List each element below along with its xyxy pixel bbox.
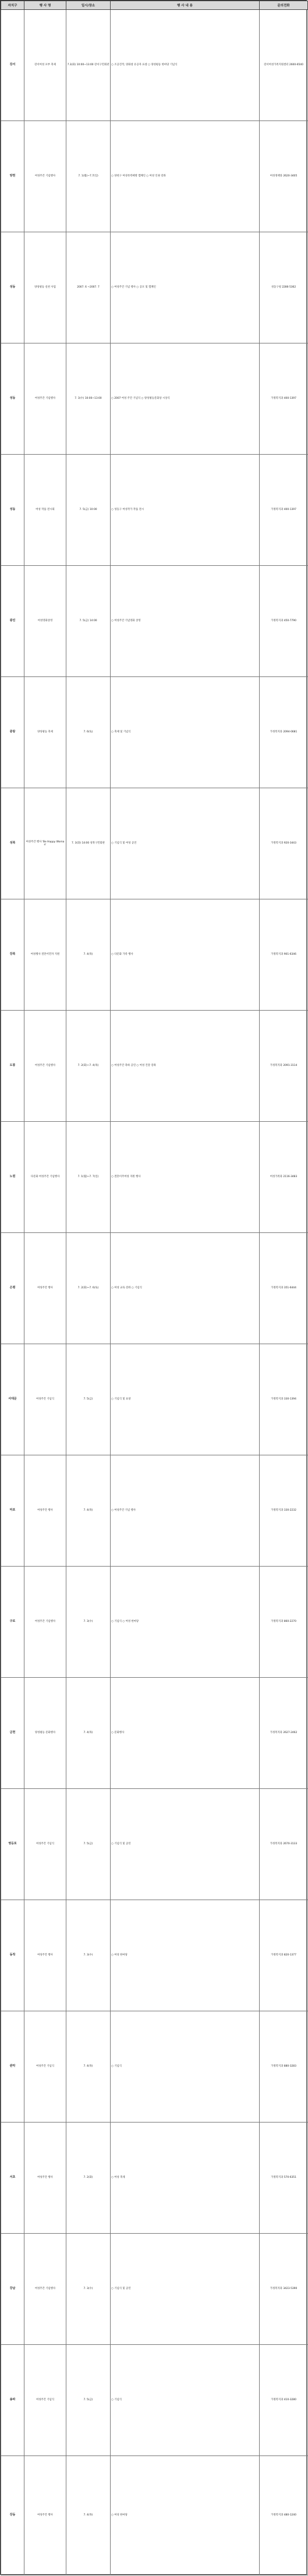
table-row	[1, 1678, 308, 1789]
contact-cell: 가정복지과 2091-3114	[260, 1011, 308, 1122]
contact-cell: 가정복지과 920-3443	[260, 788, 308, 899]
table-row	[1, 899, 308, 1011]
district-cell: 은평	[1, 1233, 24, 1344]
contact-cell: 가정복지과 400-1397	[260, 455, 308, 566]
district-cell: 서초	[1, 2123, 24, 2234]
district-cell: 송파	[1, 2345, 24, 2456]
content-cell: ○ 여성주간 기념영화 상영	[111, 566, 260, 677]
district-cell: 강동	[1, 2456, 24, 2575]
content-cell: ○ 축제 및 기념식	[111, 677, 260, 788]
content-cell: ○ 기념식	[111, 2011, 260, 2123]
district-cell: 중랑	[1, 677, 24, 788]
header-district: 자치구	[1, 1, 24, 10]
table-row	[1, 1567, 308, 1678]
table-row	[1, 10, 308, 121]
event-name-cell: 양성평등 실천 사업	[24, 232, 66, 343]
district-cell: 서대문	[1, 1344, 24, 1455]
period-cell: 7. 3(수)	[66, 1567, 111, 1678]
table-row	[1, 566, 308, 677]
contact-cell: 가정복지과 2094-0681	[260, 677, 308, 788]
content-cell: ○ 여성주간 기념 행사 ○ 공모 및 캠페인	[111, 232, 260, 343]
event-name-cell: 여성주간 행사	[24, 1455, 66, 1567]
table-body	[1, 10, 308, 2575]
content-cell: ○ 기념식 및 공연	[111, 1789, 260, 1900]
content-cell: ○ 여성주간 기념 행사	[111, 1455, 260, 1567]
header-event: 행 사 명	[24, 1, 66, 10]
table-row	[1, 677, 308, 788]
content-cell: ○ 기념식 및 표창	[111, 1344, 260, 1455]
contact-cell: 여성정책과 2620-3405	[260, 121, 308, 232]
event-name-cell: 강서여성 포부 축제	[24, 10, 66, 121]
period-cell: 7. 3(화) 14:00 성북구민회관	[66, 788, 111, 899]
table-row	[1, 1344, 308, 1455]
content-cell: ○ 양천구 여성폭력예방 캠페인 ○ 여성 인권 강좌	[111, 121, 260, 232]
district-cell: 금천	[1, 1678, 24, 1789]
district-cell: 성동	[1, 343, 24, 455]
event-name-cell: 여성주간 행사	[24, 2123, 66, 2234]
district-cell: 양천	[1, 121, 24, 232]
district-cell: 강서	[1, 10, 24, 121]
event-name-cell: 여성주간 기념행사	[24, 1011, 66, 1122]
district-cell: 성동	[1, 232, 24, 343]
event-name-cell: 여성주간 행사 'Be Happy Woman'	[24, 788, 66, 899]
period-cell: 7. 5(금)	[66, 1789, 111, 1900]
content-cell: ○ 여성 한마당	[111, 1900, 260, 2011]
period-cell: 7. 5(금)	[66, 2345, 111, 2456]
table-row	[1, 121, 308, 232]
period-cell: 7. 3(수)	[66, 1900, 111, 2011]
period-cell: 7. 5(금) 10:00	[66, 455, 111, 566]
content-cell: ○ 여성 교육 강좌 ○ 기념식	[111, 1233, 260, 1344]
period-cell: 7. 5(금)	[66, 1344, 111, 1455]
table-row	[1, 343, 308, 455]
contact-cell: 가정복지과 351-6444	[260, 1233, 308, 1344]
contact-cell: 가정복지과 400-1397	[260, 343, 308, 455]
contact-cell: 가정복지과 330-1394	[260, 1344, 308, 1455]
table-row	[1, 1011, 308, 1122]
event-name-cell: 여성주간 기념식	[24, 1344, 66, 1455]
contact-cell: 강서여성가족지원센터 2600-6540	[260, 10, 308, 121]
contact-cell: 가정복지과 450-7790	[260, 566, 308, 677]
period-cell: 7. 4(목)	[66, 2011, 111, 2123]
header-period: 일시/장소	[66, 1, 111, 10]
table-row	[1, 1122, 308, 1233]
contact-cell: 가정복지과 410-3280	[260, 2345, 308, 2456]
period-cell: 7. 4(목)	[66, 899, 111, 1011]
event-name-cell: 여성 작품 전시회	[24, 455, 66, 566]
content-cell: ○ 2007 여성 주간 기념식 ○ 양성평등문화상 시상식	[111, 343, 260, 455]
event-name-cell: 여성주간 기념식	[24, 2011, 66, 2123]
district-cell: 구로	[1, 1567, 24, 1678]
contact-cell: 가정복지과 820-1377	[260, 1900, 308, 2011]
content-cell: ○ 기념식	[111, 2345, 260, 2456]
table-row	[1, 2456, 308, 2575]
period-cell: 7. 1(월)~7.7(일)	[66, 121, 111, 232]
event-name-cell: 양성평등 축제	[24, 677, 66, 788]
period-cell: 7. 2(화)~7. 6(토)	[66, 1233, 111, 1344]
content-cell: ○ 다문화 가족 행사	[111, 899, 260, 1011]
table-row	[1, 1455, 308, 1567]
content-cell: ○ 기념식 및 공연	[111, 2234, 260, 2345]
event-name-cell: 여성주간 기념행사	[24, 343, 66, 455]
table-row	[1, 2234, 308, 2345]
period-cell: 7. 2(화)~7. 4(목)	[66, 1011, 111, 1122]
content-cell: ○ 여성주간 축하 공연 ○ 여성 건강 강좌	[111, 1011, 260, 1122]
contact-cell: 성동구청 2286-5362	[260, 232, 308, 343]
event-name-cell: 양성평등 문화행사	[24, 1678, 66, 1789]
table-header-row	[1, 1, 308, 10]
event-name-cell: 여성주간 기념행사	[24, 1567, 66, 1678]
event-name-cell: 여성주간 행사	[24, 1900, 66, 2011]
event-name-cell: 다문화 여성주간 기념행사	[24, 1122, 66, 1233]
table-row	[1, 1233, 308, 1344]
contact-cell: 가정복지과 2670-3133	[260, 1789, 308, 1900]
period-cell: 7. 6(토)	[66, 677, 111, 788]
content-cell: ○ 문화행사	[111, 1678, 260, 1789]
table-row	[1, 1789, 308, 1900]
period-cell: 7. 4(목)	[66, 1678, 111, 1789]
period-cell: 7. 5(금) 14:00	[66, 566, 111, 677]
content-cell: ○ 기념식 및 여성 공연	[111, 788, 260, 899]
event-table	[1, 1, 308, 2575]
contact-cell: 여성가족과 2116-3483	[260, 1122, 308, 1233]
district-cell: 관악	[1, 2011, 24, 2123]
content-cell: ○ 기념식 ○ 여성 한마당	[111, 1567, 260, 1678]
content-cell: ○ 여성 한마당	[111, 2456, 260, 2575]
event-name-cell: 여성영화상영	[24, 566, 66, 677]
district-cell: 동작	[1, 1900, 24, 2011]
event-name-cell: 여성주간 기념식	[24, 2345, 66, 2456]
contact-cell: 가정복지과 901-6346	[260, 899, 308, 1011]
period-cell: 7. 4(목)	[66, 2456, 111, 2575]
contact-cell: 가정복지과 2627-2462	[260, 1678, 308, 1789]
contact-cell: 가정복지과 330-2232	[260, 1455, 308, 1567]
event-name-cell: 여성행사 결혼이민자 지원	[24, 899, 66, 1011]
contact-cell: 가정복지과 860-2270	[260, 1567, 308, 1678]
table-row	[1, 2123, 308, 2234]
table-row	[1, 788, 308, 899]
contact-cell: 가정복지과 570-6351	[260, 2123, 308, 2234]
period-cell: 7. 4(목)	[66, 1455, 111, 1567]
event-name-cell: 여성주간 행사	[24, 2456, 66, 2575]
district-cell: 광진	[1, 566, 24, 677]
event-name-cell: 여성주간 기념행사	[24, 2234, 66, 2345]
period-cell: 7.3(화) 10:00~13:00 강서구민회관	[66, 10, 111, 121]
period-cell: 7. 1(월)~7. 7(일)	[66, 1122, 111, 1233]
header-contact: 문의전화	[260, 1, 308, 10]
table-row	[1, 455, 308, 566]
period-cell: 7. 3(수) 10:00~13:00	[66, 343, 111, 455]
district-cell: 영등포	[1, 1789, 24, 1900]
table-row	[1, 232, 308, 343]
district-cell: 강남	[1, 2234, 24, 2345]
event-name-cell: 여성주간 기념행사	[24, 121, 66, 232]
district-cell: 강북	[1, 899, 24, 1011]
content-cell: ○ 결혼이주여성 지원 행사	[111, 1122, 260, 1233]
contact-cell: 가정복지과 3423-5390	[260, 2234, 308, 2345]
contact-cell: 가정복지과 480-1240	[260, 2456, 308, 2575]
district-cell: 노원	[1, 1122, 24, 1233]
content-cell: ○ 성동구 여성작가 작품 전시	[111, 455, 260, 566]
district-cell: 도봉	[1, 1011, 24, 1122]
period-cell: 2007. 6 ~2007. 7	[66, 232, 111, 343]
header-content: 행 사 내 용	[111, 1, 260, 10]
table-row	[1, 2345, 308, 2456]
content-cell: ○ 여성 축제	[111, 2123, 260, 2234]
district-cell: 성북	[1, 788, 24, 899]
district-cell: 마포	[1, 1455, 24, 1567]
contact-cell: 가정복지과 880-3283	[260, 2011, 308, 2123]
period-cell: 7. 2(화)	[66, 2123, 111, 2234]
event-name-cell: 여성주간 행사	[24, 1233, 66, 1344]
content-cell: ○ 조공진작, 양화창 유공자 표창 ○ 양성평등 한마당 기념식	[111, 10, 260, 121]
table-row	[1, 2011, 308, 2123]
event-name-cell: 여성주간 기념식	[24, 1789, 66, 1900]
period-cell: 7. 3(수)	[66, 2234, 111, 2345]
district-cell: 성동	[1, 455, 24, 566]
table-row	[1, 1900, 308, 2011]
